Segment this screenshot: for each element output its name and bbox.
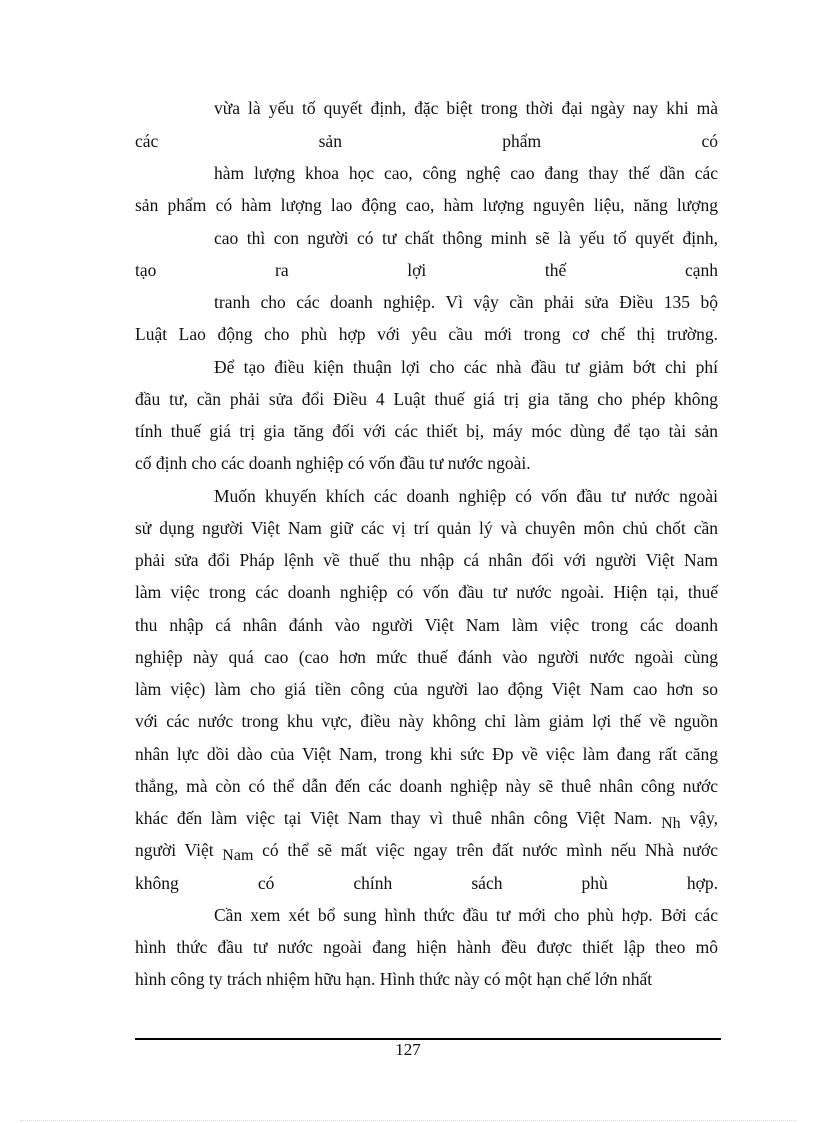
text-run: khác đến làm việc tại Việt Nam thay vì thuê nhân công Việt Nam. xyxy=(135,808,653,828)
text-line: đầu tư, cần phải sửa đổi Điều 4 Luật thuế giá trị gia tăng cho phép không xyxy=(135,389,718,409)
text-line xyxy=(135,839,718,863)
text-line: hàm lượng khoa học cao, công nghệ cao đang thay thế dần các xyxy=(214,163,718,183)
text-line: tính thuế giá trị gia tăng đối với các thiết bị, máy móc dùng để tạo tài sản xyxy=(135,421,718,441)
text-run: người Việt xyxy=(135,840,214,860)
text-line: tạo ra lợi thế cạnh xyxy=(135,260,718,280)
text-line: nhân lực dồi dào của Việt Nam, trong khi sức Ðp về việc làm đang rất căng xyxy=(135,744,718,764)
text-line: Cần xem xét bổ sung hình thức đầu tư mới cho phù hợp. Bởi các xyxy=(214,905,718,925)
page-bottom-border xyxy=(20,1120,796,1121)
text-line: nghiệp này quá cao (cao hơn mức thuế đánh vào người nước ngoài cùng xyxy=(135,647,718,667)
text-line: thu nhập cá nhân đánh vào người Việt Nam làm việc trong các doanh xyxy=(135,615,718,635)
text-line: hình thức đầu tư nước ngoài đang hiện hành đều được thiết lập theo mô xyxy=(135,937,718,957)
text-run-subscript: Nam xyxy=(222,847,254,864)
text-line: làm việc trong các doanh nghiệp có vốn đầu tư nước ngoài. Hiện tại, thuế xyxy=(135,582,718,602)
page-number: 127 xyxy=(395,1040,421,1059)
text-line: các sản phẩm có xyxy=(135,131,718,151)
text-line: hình công ty trách nhiệm hữu hạn. Hình thức này có một hạn chế lớn nhất xyxy=(135,969,653,989)
text-line: phải sửa đổi Pháp lệnh về thuế thu nhập cá nhân đối với người Việt Nam xyxy=(135,550,718,570)
text-line: sử dụng người Việt Nam giữ các vị trí quản lý và chuyên môn chủ chốt cần xyxy=(135,518,718,538)
text-run: vậy, xyxy=(689,808,718,828)
text-line: vừa là yếu tố quyết định, đặc biệt trong thời đại ngày nay khi mà xyxy=(214,98,718,118)
text-line xyxy=(135,807,718,831)
text-line: cố định cho các doanh nghiệp có vốn đầu tư nước ngoài. xyxy=(135,453,531,473)
text-run: có thể sẽ mất việc ngay trên đất nước mình nếu Nhà nước xyxy=(262,840,719,860)
text-line: Luật Lao động cho phù hợp với yêu cầu mới trong cơ chế thị trường. xyxy=(135,324,718,344)
text-line: sản phẩm có hàm lượng lao động cao, hàm lượng nguyên liệu, năng lượng xyxy=(135,195,718,215)
text-line: với các nước trong khu vực, điều này không chỉ làm giảm lợi thế về nguồn xyxy=(135,711,718,731)
text-line: Để tạo điều kiện thuận lợi cho các nhà đầu tư giảm bớt chi phí xyxy=(214,357,718,377)
text-line: Muốn khuyến khích các doanh nghiệp có vốn đầu tư nước ngoài xyxy=(214,486,718,506)
text-line: thẳng, mà còn có thể dẫn đến các doanh nghiệp này sẽ thuê nhân công nước xyxy=(135,776,718,796)
text-line: làm việc) làm cho giá tiền công của người lao động Việt Nam cao hơn so xyxy=(135,679,718,699)
text-run-subscript: Nh xyxy=(661,815,681,832)
text-line: không có chính sách phù hợp. xyxy=(135,873,718,893)
text-line: cao thì con người có tư chất thông minh sẽ là yếu tố quyết định, xyxy=(214,228,718,248)
text-line: tranh cho các doanh nghiệp. Vì vậy cần phải sửa Điều 135 bộ xyxy=(214,292,718,312)
